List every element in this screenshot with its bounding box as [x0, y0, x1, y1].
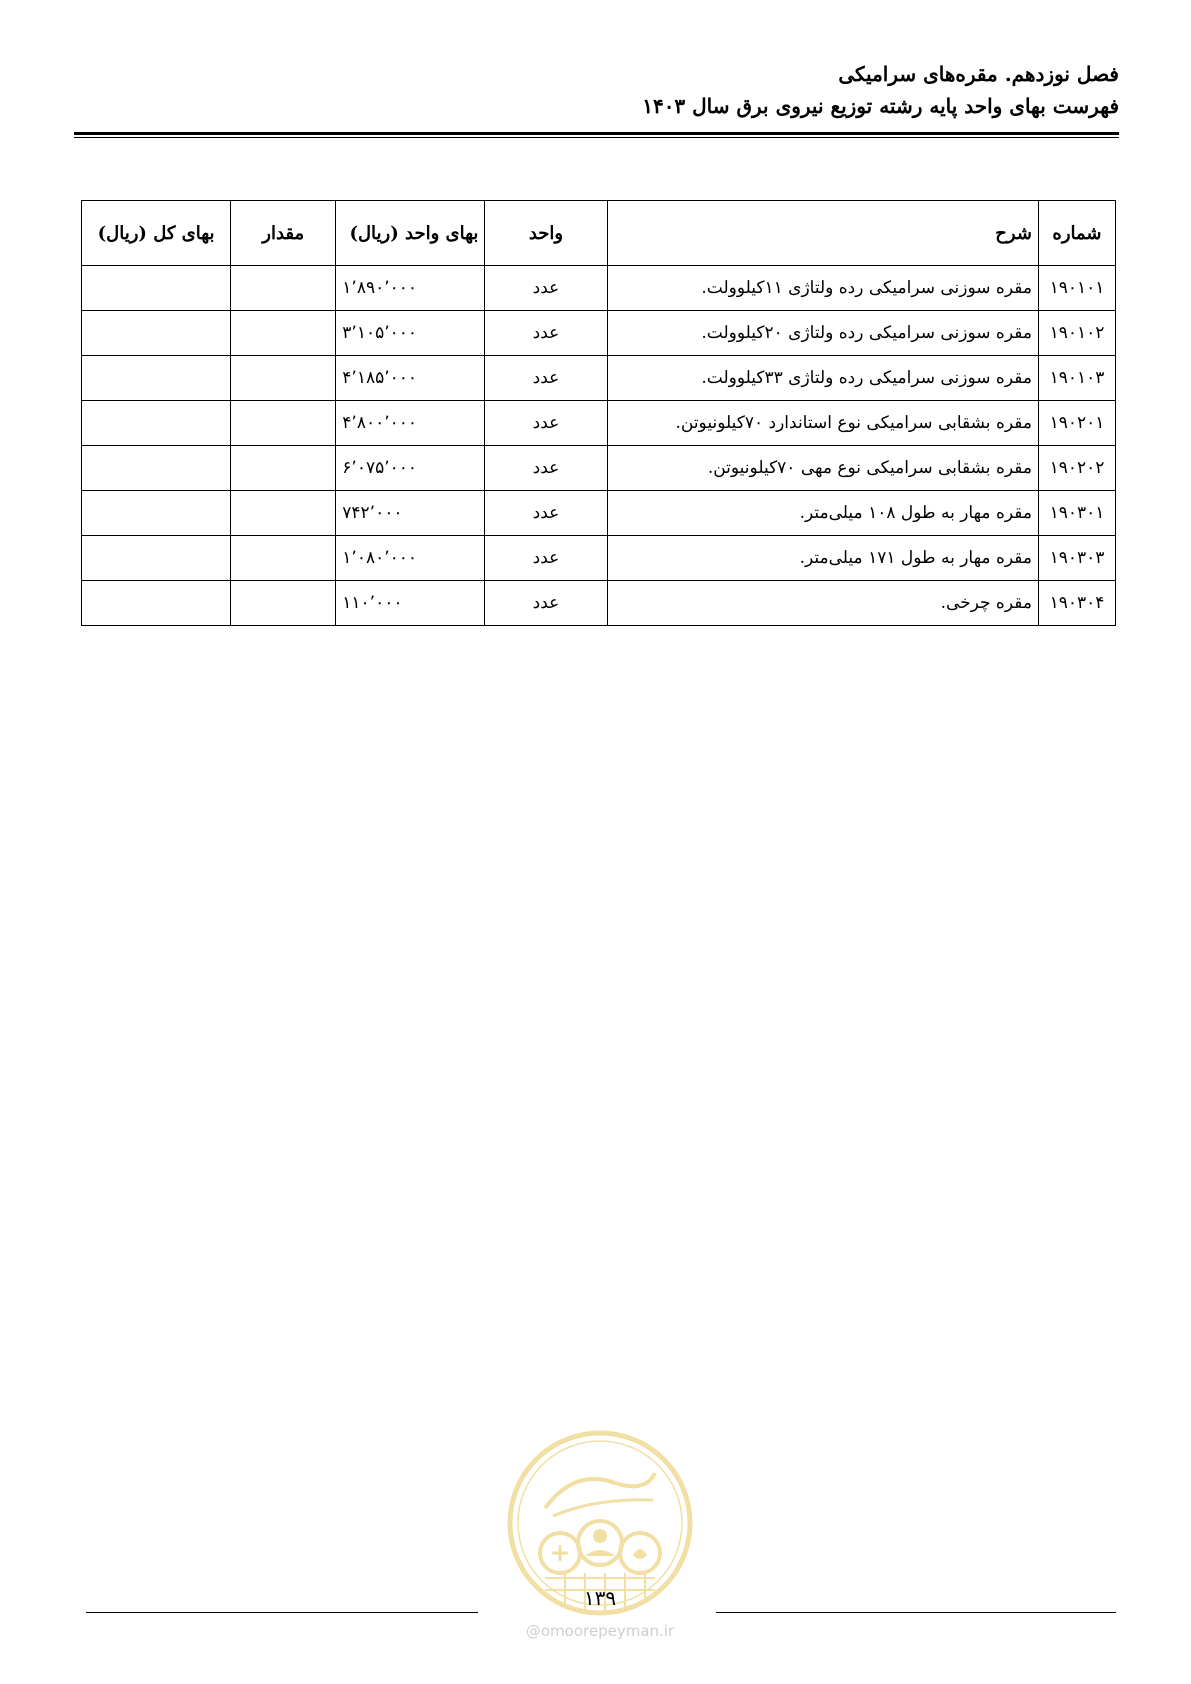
cell-number: ۱۹۰۲۰۱	[1038, 401, 1115, 446]
cell-total	[82, 401, 231, 446]
cell-description: مقره مهار به طول ۱۷۱ میلی‌متر.	[607, 536, 1038, 581]
cell-quantity	[231, 311, 336, 356]
column-header-description: شرح	[607, 201, 1038, 266]
cell-description: مقره بشقابی سرامیکی نوع استاندارد ۷۰کیلونیوتن.	[607, 401, 1038, 446]
cell-quantity	[231, 446, 336, 491]
page-number: ۱۳۹	[583, 1586, 617, 1610]
cell-unit: عدد	[485, 491, 607, 536]
cell-description: مقره چرخی.	[607, 581, 1038, 626]
cell-unit-price: ۱٬۰۸۰٬۰۰۰	[336, 536, 485, 581]
cell-total	[82, 491, 231, 536]
cell-unit-price: ۶٬۰۷۵٬۰۰۰	[336, 446, 485, 491]
column-header-total-price: بهای کل (ریال)	[82, 201, 231, 266]
document-subtitle: فهرست بهای واحد پایه رشته توزیع نیروی برق سال ۱۴۰۳	[642, 94, 1119, 118]
table-row	[82, 491, 1116, 536]
cell-unit: عدد	[485, 446, 607, 491]
cell-total	[82, 536, 231, 581]
cell-unit: عدد	[485, 536, 607, 581]
footer-rule-right	[716, 1612, 1116, 1613]
header-rule-thin	[74, 137, 1119, 138]
table-row	[82, 401, 1116, 446]
table-row	[82, 311, 1116, 356]
table-row	[82, 356, 1116, 401]
cell-description: مقره بشقابی سرامیکی نوع مهی ۷۰کیلونیوتن.	[607, 446, 1038, 491]
cell-unit-price: ۱۱۰٬۰۰۰	[336, 581, 485, 626]
cell-unit-price: ۳٬۱۰۵٬۰۰۰	[336, 311, 485, 356]
cell-number: ۱۹۰۳۰۳	[1038, 536, 1115, 581]
cell-description: مقره مهار به طول ۱۰۸ میلی‌متر.	[607, 491, 1038, 536]
cell-total	[82, 311, 231, 356]
cell-unit: عدد	[485, 311, 607, 356]
cell-number: ۱۹۰۲۰۲	[1038, 446, 1115, 491]
cell-total	[82, 266, 231, 311]
cell-unit: عدد	[485, 266, 607, 311]
footer-rule-left	[86, 1612, 478, 1613]
table-header-row	[82, 201, 1116, 266]
price-table	[81, 200, 1116, 626]
cell-unit: عدد	[485, 356, 607, 401]
table-row	[82, 581, 1116, 626]
chapter-title: فصل نوزدهم. مقره‌های سرامیکی	[838, 62, 1119, 86]
cell-quantity	[231, 491, 336, 536]
cell-number: ۱۹۰۳۰۱	[1038, 491, 1115, 536]
column-header-quantity: مقدار	[231, 201, 336, 266]
cell-unit-price: ۴٬۸۰۰٬۰۰۰	[336, 401, 485, 446]
column-header-unit: واحد	[485, 201, 607, 266]
cell-total	[82, 356, 231, 401]
table-row	[82, 536, 1116, 581]
cell-unit-price: ۷۴۲٬۰۰۰	[336, 491, 485, 536]
page-header	[642, 58, 1119, 122]
cell-number: ۱۹۰۳۰۴	[1038, 581, 1115, 626]
cell-unit-price: ۴٬۱۸۵٬۰۰۰	[336, 356, 485, 401]
cell-unit-price: ۱٬۸۹۰٬۰۰۰	[336, 266, 485, 311]
cell-number: ۱۹۰۱۰۱	[1038, 266, 1115, 311]
cell-description: مقره سوزنی سرامیکی رده ولتاژی ۲۰کیلوولت.	[607, 311, 1038, 356]
cell-quantity	[231, 536, 336, 581]
cell-unit: عدد	[485, 401, 607, 446]
cell-number: ۱۹۰۱۰۳	[1038, 356, 1115, 401]
cell-description: مقره سوزنی سرامیکی رده ولتاژی ۳۳کیلوولت.	[607, 356, 1038, 401]
cell-quantity	[231, 401, 336, 446]
column-header-number: شماره	[1038, 201, 1115, 266]
cell-quantity	[231, 356, 336, 401]
cell-total	[82, 581, 231, 626]
cell-quantity	[231, 581, 336, 626]
table-row	[82, 446, 1116, 491]
table-row	[82, 266, 1116, 311]
column-header-unit-price: بهای واحد (ریال)	[336, 201, 485, 266]
cell-total	[82, 446, 231, 491]
header-rule-thick	[74, 132, 1119, 135]
watermark-url: @omoorepeyman.ir	[525, 1622, 675, 1640]
cell-unit: عدد	[485, 581, 607, 626]
cell-quantity	[231, 266, 336, 311]
cell-description: مقره سوزنی سرامیکی رده ولتاژی ۱۱کیلوولت.	[607, 266, 1038, 311]
cell-number: ۱۹۰۱۰۲	[1038, 311, 1115, 356]
